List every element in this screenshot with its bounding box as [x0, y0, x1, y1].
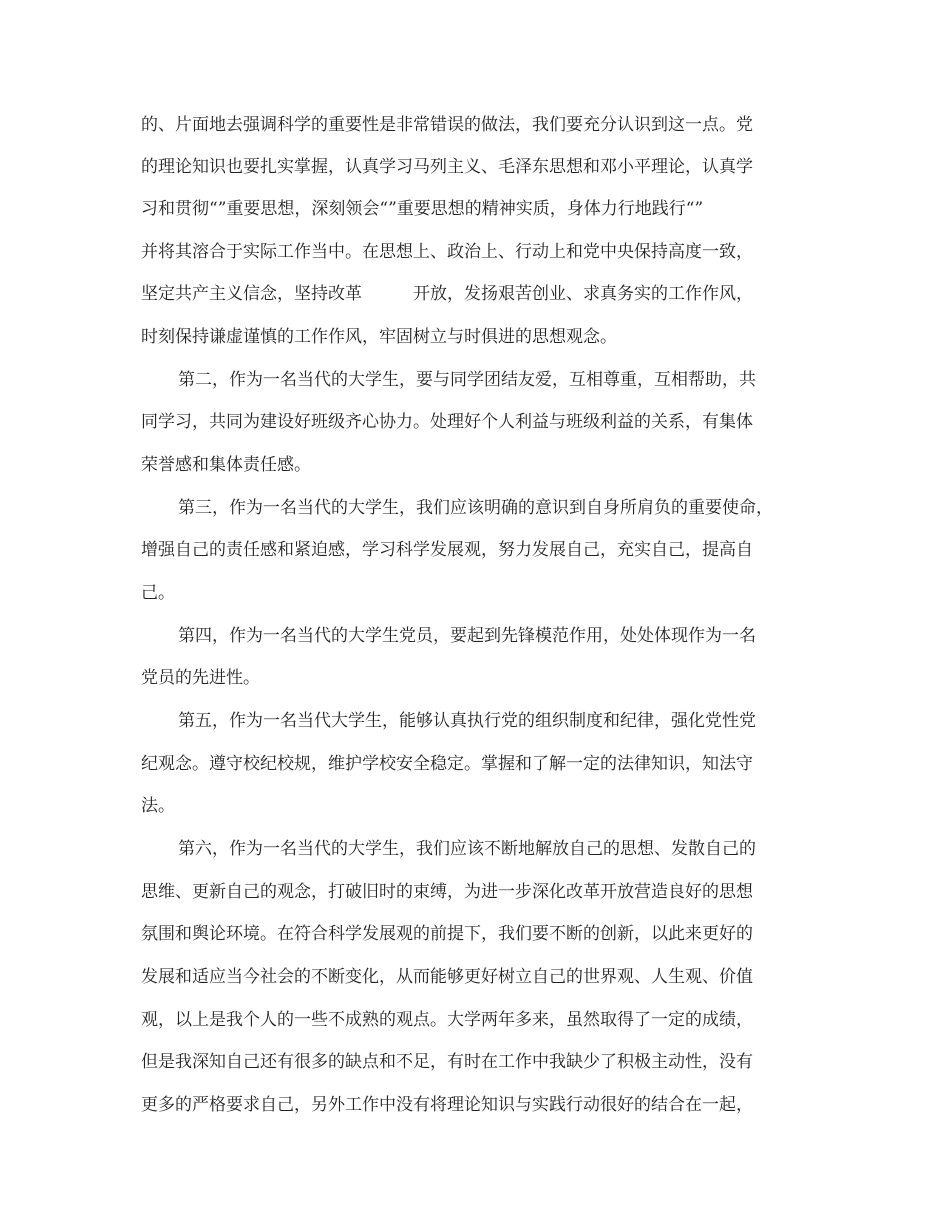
paragraph-first-line: 第五，作为一名当代大学生，能够认真执行党的组织制度和纪律，强化党性党: [178, 711, 756, 731]
text-line: 党员的先进性。: [141, 668, 260, 688]
paragraph-first-line: 第四，作为一名当代的大学生党员，要起到先锋模范作用，处处体现作为一名: [178, 626, 756, 646]
text-line: 的理论知识也要扎实掌握，认真学习马列主义、毛泽东思想和邓小平理论，认真学: [141, 157, 753, 177]
text-line: 氛围和舆论环境。在符合科学发展观的前提下，我们要不断的创新，以此来更好的: [141, 924, 753, 944]
text-line: 坚定共产主义信念，坚持改革 开放，发扬艰苦创业、求真务实的工作作风，: [141, 284, 753, 304]
text-line: 习和贯彻“”重要思想，深刻领会“”重要思想的精神实质，身体力行地践行“”: [141, 199, 704, 219]
text-line: 同学习，共同为建设好班级齐心协力。处理好个人利益与班级利益的关系，有集体: [141, 412, 753, 432]
paragraph-first-line: 第六，作为一名当代的大学生，我们应该不断地解放自己的思想、发散自己的: [178, 839, 756, 859]
text-line: 荣誉感和集体责任感。: [141, 455, 311, 475]
text-line: 时刻保持谦虚谨慎的工作作风，牢固树立与时俱进的思想观念。: [141, 327, 617, 347]
text-line: 更多的严格要求自己，另外工作中没有将理论知识与实践行动很好的结合在一起，: [141, 1095, 753, 1115]
text-line: 纪观念。遵守校纪校规，维护学校安全稳定。掌握和了解一定的法律知识，知法守: [141, 754, 753, 774]
text-line: 增强自己的责任感和紧迫感，学习科学发展观，努力发展自己，充实自己，提高自: [141, 540, 753, 560]
text-line: 思维、更新自己的观念，打破旧时的束缚，为进一步深化改革开放营造良好的思想: [141, 882, 753, 902]
text-line: 发展和适应当今社会的不断变化，从而能够更好树立自己的世界观、人生观、价值: [141, 967, 753, 987]
text-line: 的、片面地去强调科学的重要性是非常错误的做法，我们要充分认识到这一点。党: [141, 115, 753, 135]
text-line: 己。: [141, 583, 175, 603]
paragraph-first-line: 第二，作为一名当代的大学生，要与同学团结友爱，互相尊重，互相帮助，共: [178, 370, 756, 390]
text-line: 观，以上是我个人的一些不成熟的观点。大学两年多来，虽然取得了一定的成绩，: [141, 1010, 753, 1030]
text-line: 法。: [141, 796, 175, 816]
text-line: 但是我深知自己还有很多的缺点和不足，有时在工作中我缺少了积极主动性，没有: [141, 1052, 753, 1072]
text-line: 并将其溶合于实际工作当中。在思想上、政治上、行动上和党中央保持高度一致，: [141, 242, 753, 262]
paragraph-first-line: 第三，作为一名当代的大学生，我们应该明确的意识到自身所肩负的重要使命，: [178, 498, 773, 518]
